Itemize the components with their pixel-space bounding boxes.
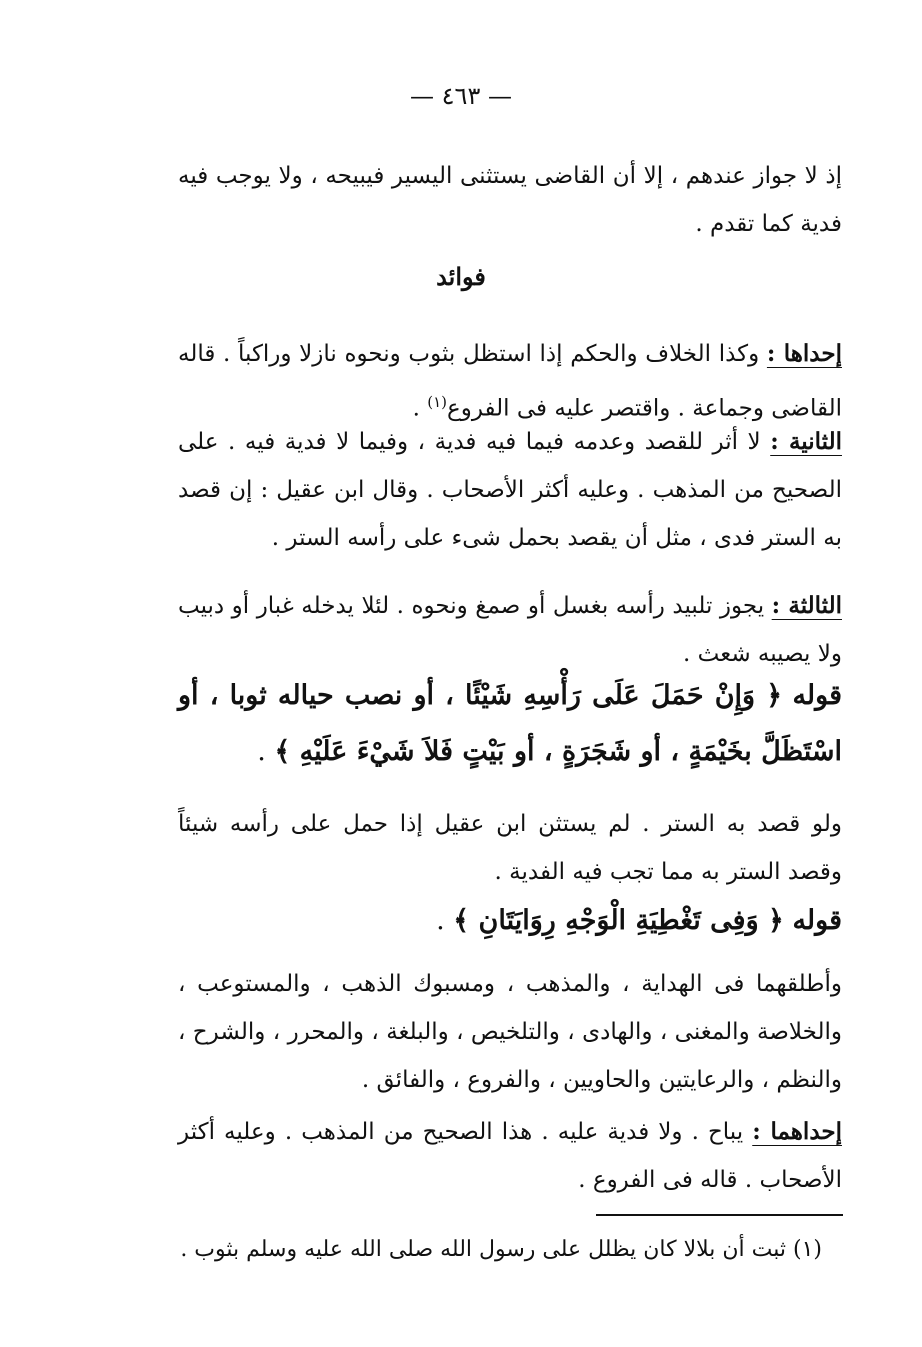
paragraph-quoted-matn-2 bbox=[178, 893, 842, 949]
footnote-separator bbox=[596, 1214, 843, 1216]
paragraph-first-narration bbox=[178, 1108, 842, 1204]
note-label-third: الثالثة : bbox=[771, 592, 842, 619]
qawluh-label: قوله bbox=[792, 680, 842, 711]
paragraph-commentary-1: ولو قصد به الستر . لم يستثن ابن عقيل إذا حمل على رأسه شيئاً وقصد الستر به مما تجب فيه الفدية . bbox=[178, 811, 842, 885]
qawluh-label: قوله bbox=[792, 905, 842, 936]
paragraph-sources-list: وأطلقهما فى الهداية ، والمذهب ، ومسبوك الذهب ، والمستوعب ، والخلاصة والمغنى ، والهادى ، والتلخيص ، والبلغة ، والمحرر ، والشرح ، والنظم ، والرعايتين والحاويين ، والفروع ، والفائق . bbox=[178, 971, 842, 1093]
quoted-text: ﴿ وَفِى تَغْطِيَةِ الْوَجْهِ رِوَايَتَانِ ﴾ bbox=[453, 905, 784, 936]
footnote: (١) ثبت أن بلالا كان يظلل على رسول الله صلى الله عليه وسلم بثوب . bbox=[180, 1237, 822, 1262]
note-label-second: الثانية : bbox=[770, 428, 842, 455]
narration-text-first: يباح . ولا فدية عليه . هذا الصحيح من المذهب . وعليه أكثر الأصحاب . قاله فى الفروع . bbox=[178, 1119, 842, 1193]
narration-label-first: إحداهما : bbox=[752, 1118, 842, 1145]
paragraph-continuation: إذ لا جواز عندهم ، إلا أن القاضى يستثنى اليسير فيبيحه ، ولا يوجب فيه فدية كما تقدم . bbox=[178, 163, 842, 237]
paragraph-second-note bbox=[178, 418, 842, 562]
note-text-first: وكذا الخلاف والحكم إذا استظل بثوب ونحوه نازلا وراكباً . قاله القاضى وجماعة . واقتصر عليه فى الفروع bbox=[178, 341, 842, 422]
quoted-text: ﴿ وَإِنْ حَمَلَ عَلَى رَأْسِهِ شَيْئًا ، أو نصب حياله ثوبا ، أو اسْتَظَلَّ بخَيْمَةٍ ، أو شَجَرَةٍ ، أو بَيْتٍ فَلاَ شَيْءَ عَلَيْهِ ﴾ bbox=[178, 680, 842, 767]
sentence-end: . bbox=[436, 905, 454, 936]
sentence-end: . bbox=[412, 395, 428, 422]
page-number: — ٤٦٣ — bbox=[410, 82, 512, 110]
paragraph-third-note bbox=[178, 582, 842, 678]
note-text-third: يجوز تلبيد رأسه بغسل أو صمغ ونحوه . لئلا يدخله غبار أو دبيب ولا يصيبه شعث . bbox=[178, 593, 842, 667]
paragraph-quoted-matn-1 bbox=[178, 668, 842, 780]
note-text-second: لا أثر للقصد وعدمه فيما فيه فدية ، وفيما لا فدية فيه . على الصحيح من المذهب . وعليه أكثر الأصحاب . وقال ابن عقيل : إن قصد به الستر فدى ، مثل أن يقصد بحمل شىء على رأسه الستر . bbox=[178, 429, 842, 551]
sentence-end: . bbox=[257, 736, 275, 767]
note-label-first: إحداها : bbox=[766, 340, 842, 367]
section-heading: فوائد bbox=[436, 262, 486, 291]
footnote-reference: (١) bbox=[427, 393, 447, 411]
